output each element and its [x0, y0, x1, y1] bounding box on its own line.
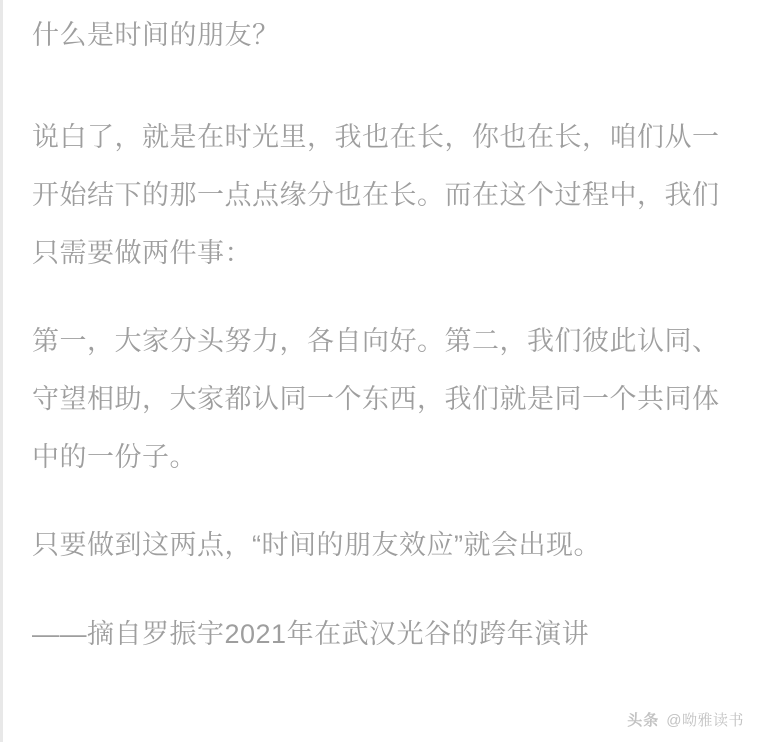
watermark-account-name: @呦雅读书 [666, 712, 744, 729]
paragraph-explanation: 说白了，就是在时光里，我也在长，你也在长，咱们从一开始结下的那一点点缘分也在长。而在这个过程中，我们只需要做两件事： [32, 122, 720, 268]
paragraph-two-things: 第一，大家分头努力，各自向好。第二，我们彼此认同、守望相助，大家都认同一个东西，我们就是同一个共同体中的一份子。 [32, 326, 720, 472]
paragraph-question: 什么是时间的朋友？ [32, 20, 280, 50]
watermark [627, 709, 744, 730]
left-edge-rule [0, 0, 3, 742]
attribution-line: ——摘自罗振宇2021年在武汉光谷的跨年演讲 [32, 619, 590, 649]
article-body [32, 6, 732, 658]
paragraph-conclusion: 只要做到这两点，“时间的朋友效应”就会出现。 [32, 530, 601, 560]
toutiao-logo-icon: 头条 [627, 712, 660, 729]
